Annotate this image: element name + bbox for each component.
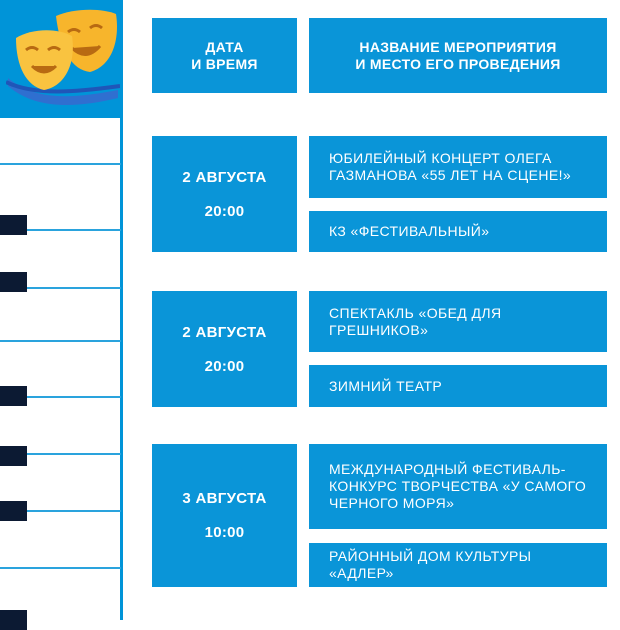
header-time-label: И ВРЕМЯ bbox=[191, 55, 258, 72]
piano-black-key bbox=[0, 610, 27, 630]
header-event-label: НАЗВАНИЕ МЕРОПРИЯТИЯ bbox=[359, 38, 557, 55]
theater-masks-icon bbox=[6, 6, 122, 106]
event-place: ЗИМНИЙ ТЕАТР bbox=[329, 377, 443, 394]
event-name-cell bbox=[309, 444, 607, 529]
event-place-cell bbox=[309, 211, 607, 252]
header-date-time bbox=[152, 18, 297, 93]
event-time: 10:00 bbox=[204, 524, 245, 541]
piano-key-line bbox=[0, 567, 121, 569]
event-place: КЗ «ФЕСТИВАЛЬНЫЙ» bbox=[329, 223, 490, 239]
event-place: РАЙОННЫЙ ДОМ КУЛЬТУРЫ «АДЛЕР» bbox=[329, 548, 532, 581]
event-date-cell bbox=[152, 444, 297, 587]
piano-key-line bbox=[0, 340, 121, 342]
piano-black-key bbox=[0, 272, 27, 292]
event-name: МЕЖДУНАРОДНЫЙ ФЕСТИВАЛЬ-КОНКУРС ТВОРЧЕСТВА «У САМОГО ЧЕРНОГО МОРЯ» bbox=[329, 461, 587, 511]
piano-black-key bbox=[0, 386, 27, 406]
event-date-cell bbox=[152, 291, 297, 407]
decor-strip-edge bbox=[120, 0, 123, 620]
event-time: 20:00 bbox=[204, 357, 245, 375]
piano-black-key bbox=[0, 215, 27, 235]
event-time: 20:00 bbox=[204, 202, 245, 220]
header-event-name bbox=[309, 18, 607, 93]
event-date-cell bbox=[152, 136, 297, 252]
event-date: 3 АВГУСТА bbox=[182, 490, 267, 507]
piano-black-key bbox=[0, 446, 27, 466]
event-name: СПЕКТАКЛЬ «ОБЕД ДЛЯ ГРЕШНИКОВ» bbox=[329, 304, 502, 338]
header-date-label: ДАТА bbox=[205, 38, 244, 55]
event-date: 2 АВГУСТА bbox=[182, 323, 267, 341]
piano-key-line bbox=[0, 163, 121, 165]
event-name-cell bbox=[309, 291, 607, 352]
piano-black-key bbox=[0, 501, 27, 521]
event-name: ЮБИЛЕЙНЫЙ КОНЦЕРТ ОЛЕГА ГАЗМАНОВА «55 ЛЕТ НА СЦЕНЕ!» bbox=[329, 150, 572, 183]
event-place-cell bbox=[309, 543, 607, 587]
header-place-label: И МЕСТО ЕГО ПРОВЕДЕНИЯ bbox=[355, 55, 561, 72]
event-place-cell bbox=[309, 365, 607, 407]
event-name-cell bbox=[309, 136, 607, 198]
event-date: 2 АВГУСТА bbox=[182, 168, 267, 186]
